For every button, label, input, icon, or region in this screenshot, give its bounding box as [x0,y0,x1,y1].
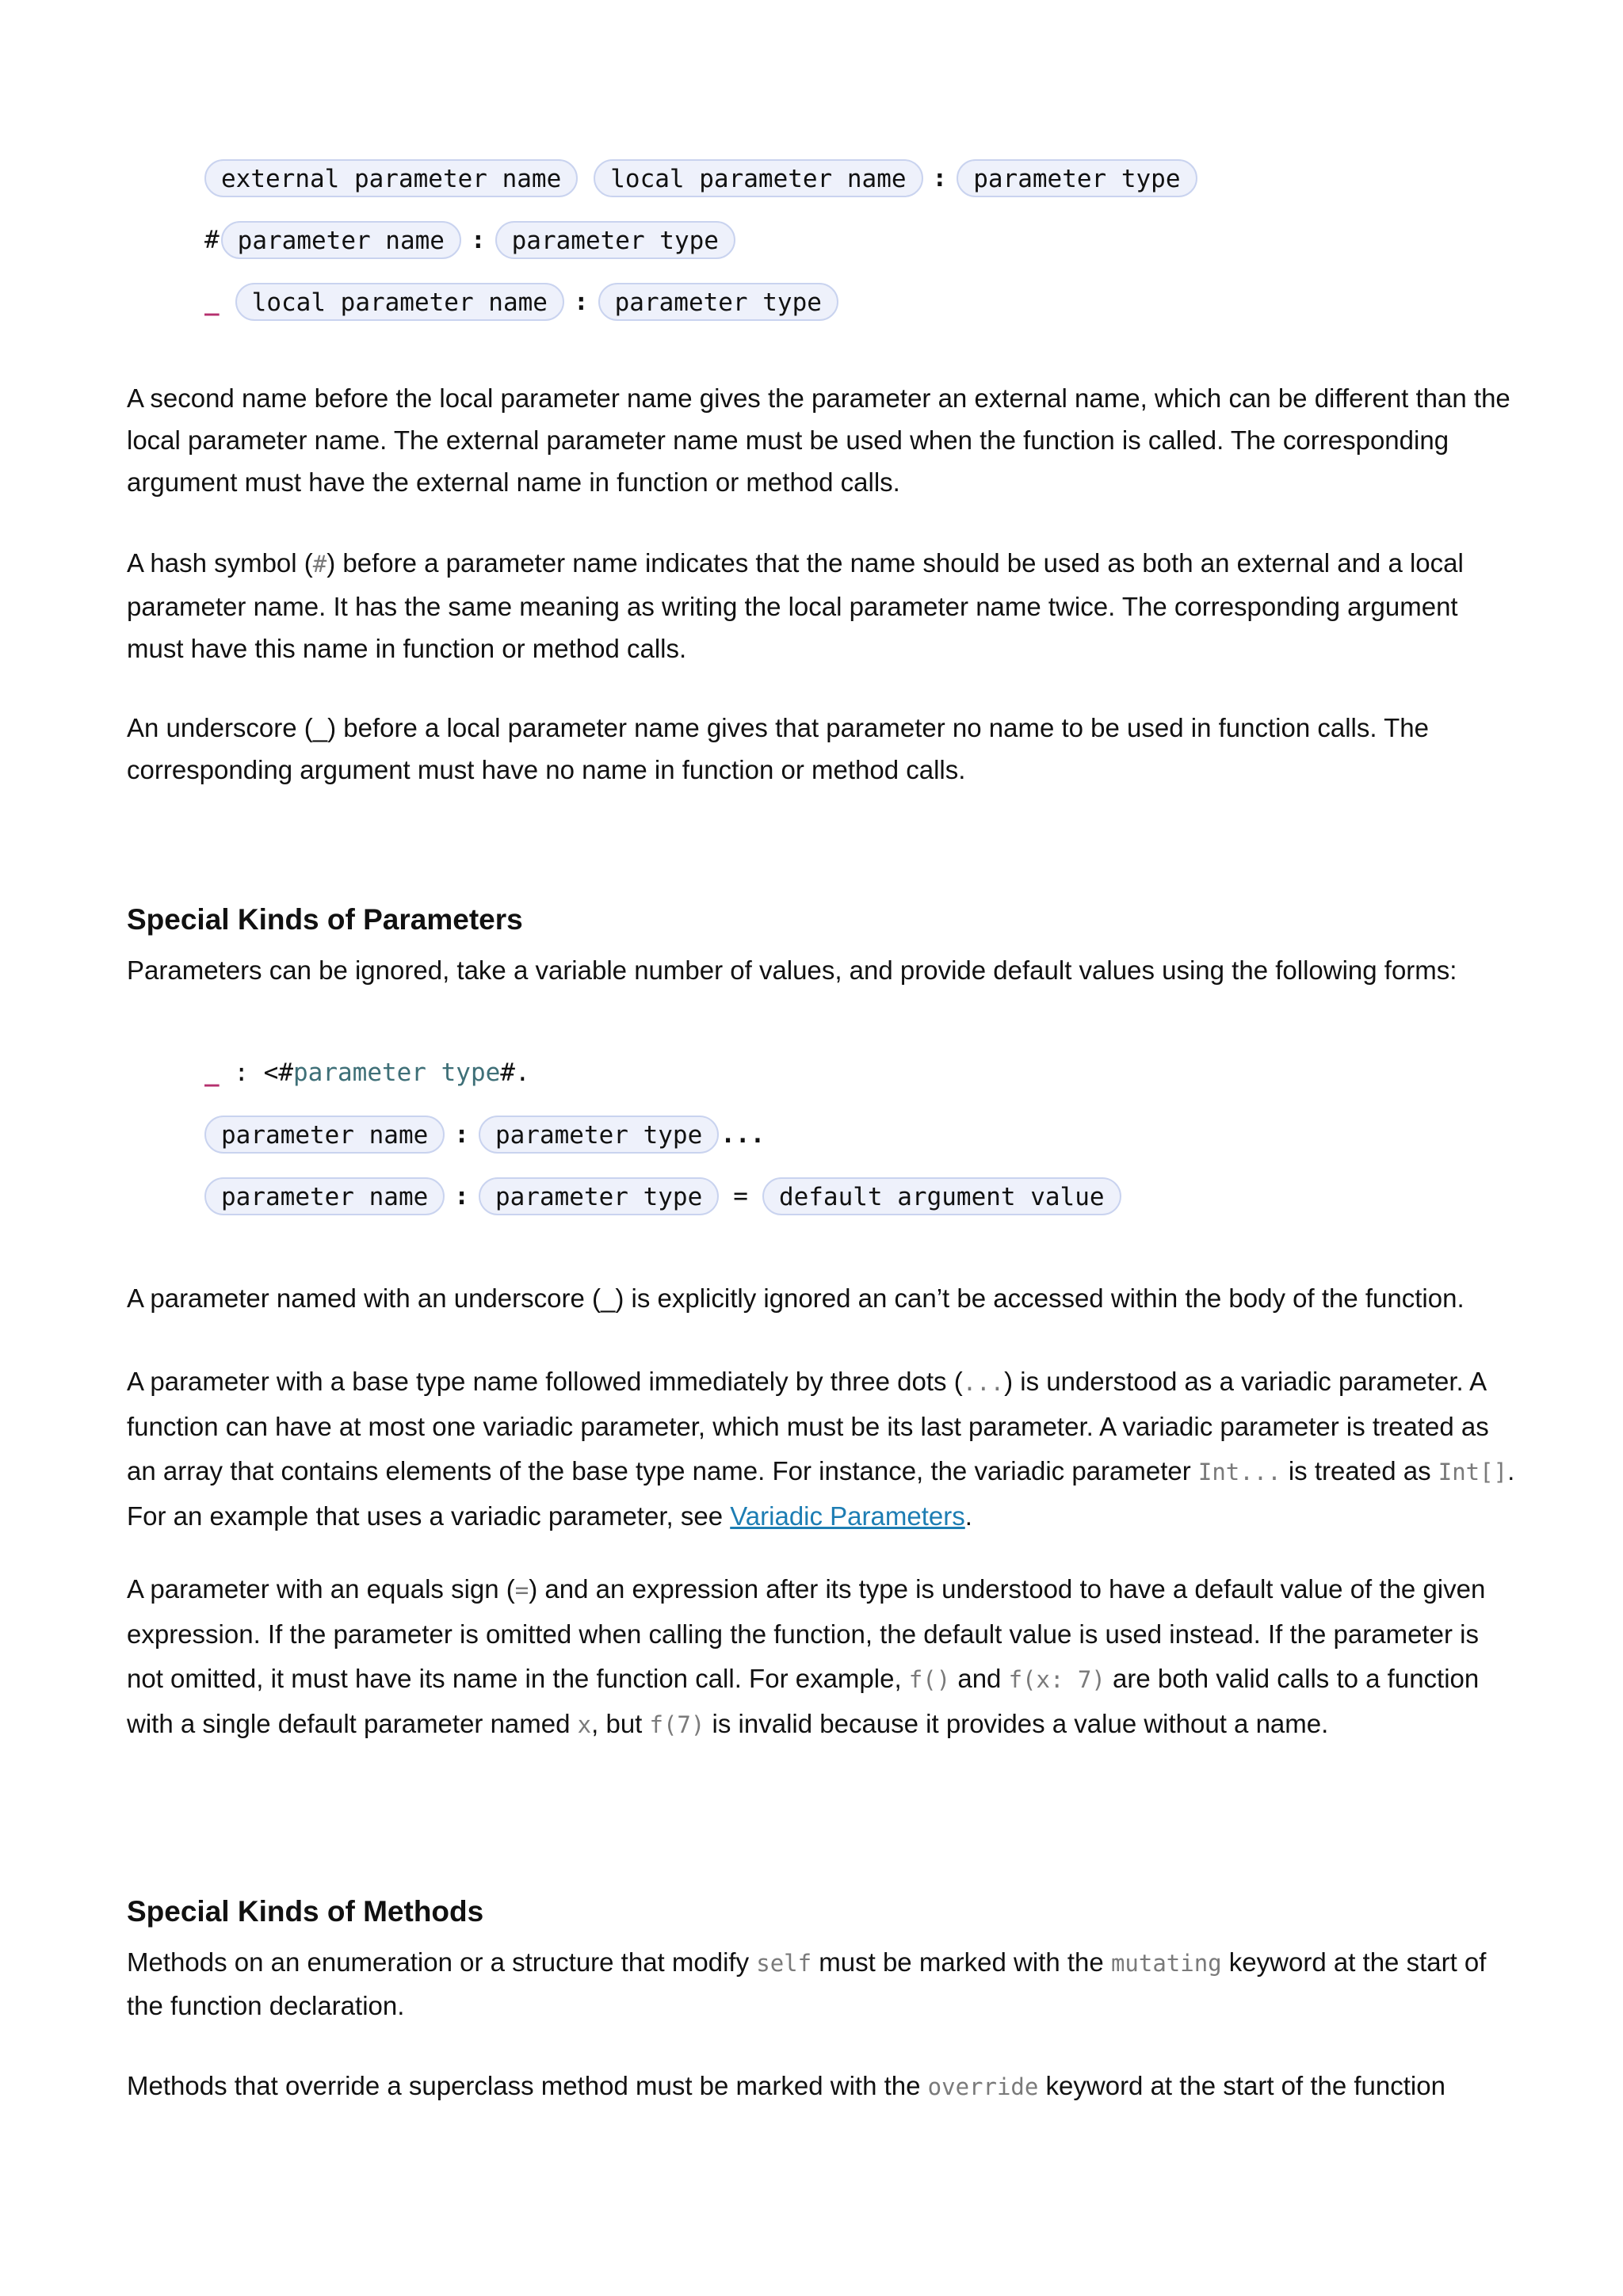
grammar-line-external-local [204,158,1197,199]
text: A parameter with a base type name followed immediately by three dots ( [127,1367,963,1396]
ignored-parameter-paragraph: A parameter named with an underscore (_) is explicitly ignored an can’t be accessed within the body of the function. [127,1283,1465,1313]
underscore-paragraph: An underscore (_) before a local parameter name gives that parameter no name to be used in function calls. The corresponding argument must have no name in function or method calls. [127,713,1429,784]
parameter-type-token[interactable]: parameter type [495,221,735,259]
grammar-line-variadic [204,1114,765,1155]
colon-token: : [573,288,589,316]
local-parameter-name-token[interactable]: local parameter name [594,159,922,197]
override-paragraph [127,2065,1522,2108]
grammar-line-ignored [204,1052,530,1093]
grammar-line-hash [204,219,735,261]
colon-token: : [454,1182,469,1211]
text: Methods on an enumeration or a structure that modify [127,1947,757,1977]
text: keyword at the start of the function [1038,2071,1445,2100]
text: must be marked with the [812,1947,1111,1977]
text: , but [591,1709,650,1738]
inline-code: override [927,2073,1039,2100]
inline-code: self [756,1950,812,1977]
section-title-special-parameters: Special Kinds of Parameters [127,903,523,936]
text: A parameter with an equals sign ( [127,1574,515,1604]
inline-code: Int[] [1438,1459,1508,1486]
inline-code: f(7) [649,1711,705,1738]
text: are both valid calls to a function with a single default parameter named [127,1664,1480,1738]
text: Methods that override a superclass method must be marked with the [127,2071,928,2100]
parameter-type-placeholder: parameter type [293,1058,501,1087]
colon-token: : [454,1120,469,1149]
text: keyword at the start of the function declaration. [127,1947,1487,2020]
local-parameter-name-token[interactable]: local parameter name [235,283,564,321]
underscore-token: _ [204,288,220,316]
colon-token: : [470,226,486,254]
text: is invalid because it provides a value without a name. [705,1709,1329,1738]
section-title-special-methods: Special Kinds of Methods [127,1895,484,1928]
hash-token: # [204,226,220,254]
inline-code: x [577,1711,592,1738]
grammar-line-default [204,1176,1121,1217]
inline-code: f() [908,1666,951,1693]
parameter-name-token[interactable]: parameter name [204,1177,445,1215]
colon-token: : [932,164,948,193]
inline-code: # [312,551,327,578]
hash-symbol-paragraph [127,542,1522,669]
parameter-name-token[interactable]: parameter name [221,221,461,259]
text: and [950,1664,1009,1693]
section-intro-paragraph: Parameters can be ignored, take a variable number of values, and provide default values using the following forms: [127,955,1457,985]
text: . [964,1501,972,1531]
external-parameter-name-token[interactable]: external parameter name [204,159,578,197]
inline-code: = [514,1577,529,1604]
ellipsis-token: ... [720,1120,766,1149]
text: . For an example that uses a variadic parameter, see [127,1456,1515,1531]
default-value-paragraph [127,1567,1522,1747]
variadic-parameters-link[interactable]: Variadic Parameters [730,1501,965,1531]
external-name-paragraph: A second name before the local parameter name gives the parameter an external name, which can be different than the local parameter name. The external parameter name must be used when the function is called. The corresponding argument must have the external name in function or method calls. [127,383,1510,497]
default-argument-value-token[interactable]: default argument value [762,1177,1121,1215]
parameter-type-token[interactable]: parameter type [479,1116,719,1154]
inline-code: Int... [1197,1459,1281,1486]
colon-token: : <# [219,1058,293,1087]
inline-code: f(x: 7) [1008,1666,1106,1693]
parameter-type-token[interactable]: parameter type [479,1177,719,1215]
parameter-type-token[interactable]: parameter type [598,283,838,321]
parameter-type-token[interactable]: parameter type [957,159,1197,197]
text: ) is understood as a variadic parameter. A function can have at most one variadic parameter, which must be its last parameter. A variadic parameter is treated as an array that contains elements of the base type name. For instance, the variadic parameter [127,1367,1489,1486]
variadic-parameter-paragraph [127,1360,1522,1539]
text: A hash symbol ( [127,548,313,578]
underscore-token: _ [204,1058,220,1087]
mutating-paragraph [127,1941,1522,2027]
text: ) before a parameter name indicates that the name should be used as both an external and a local parameter name. It has the same meaning as writing the local parameter name twice. The corresponding argument must have this name in function or method calls. [127,548,1464,663]
placeholder-end-token: #. [500,1058,530,1087]
parameter-name-token[interactable]: parameter name [204,1116,445,1154]
grammar-line-underscore [204,281,838,322]
inline-code: ... [962,1369,1005,1396]
inline-code: mutating [1110,1950,1222,1977]
text: ) and an expression after its type is understood to have a default value of the given expression. If the parameter is omitted when calling the function, the default value is used instead. If the parameter is not omitted, it must have its name in the function call. For example, [127,1574,1486,1693]
text: is treated as [1281,1456,1438,1486]
equals-token: = [733,1182,748,1211]
